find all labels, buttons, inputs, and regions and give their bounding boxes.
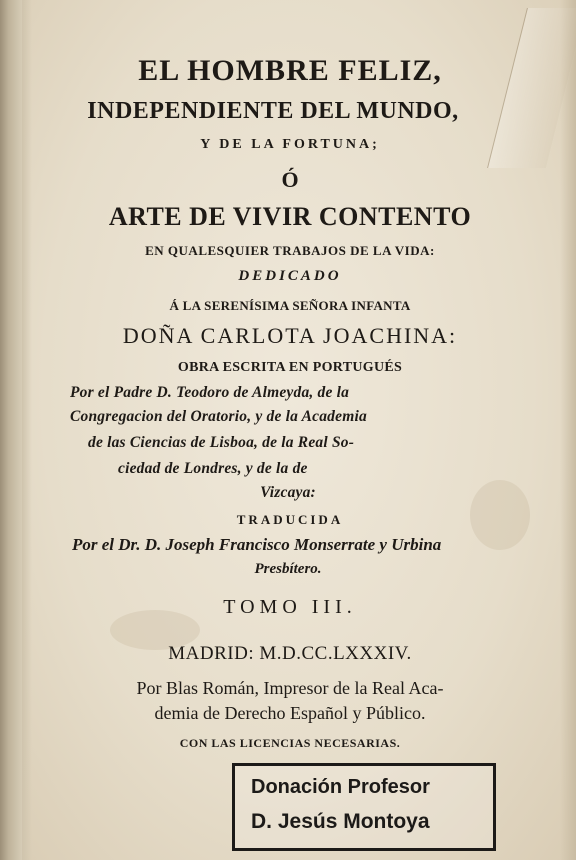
dedication-label: DEDICADO — [238, 268, 342, 284]
author-line-5: Vizcaya: — [260, 484, 316, 501]
author-line-4: ciedad de Londres, y de la de — [118, 460, 308, 477]
printer-line-2: demia de Derecho Español y Público. — [154, 703, 426, 723]
dedicatee-name: DOÑA CARLOTA JOACHINA: — [122, 323, 458, 348]
volume-number: TOMO III. — [223, 596, 357, 618]
author-line-2: Congregacion del Oratorio, y de la Academia — [70, 408, 367, 425]
imprint-place-date: MADRID: M.D.CC.LXXXIV. — [168, 643, 412, 664]
title-line-3: Y DE LA FORTUNA; — [200, 137, 380, 152]
author-line-1: Por el Padre D. Teodoro de Almeyda, de la — [70, 384, 350, 401]
translator-name: Por el Dr. D. Joseph Francisco Monserrate y Urbina — [72, 535, 442, 554]
title-line-1: EL HOMBRE FELIZ, — [138, 54, 442, 87]
translated-label: TRADUCIDA — [236, 512, 344, 527]
subtitle: ARTE DE VIVIR CONTENTO — [108, 202, 472, 231]
translator-role: Presbítero. — [254, 561, 322, 577]
dedication-line: Á LA SERENÍSIMA SEÑORA INFANTA — [169, 298, 411, 313]
title-conjunction: Ó — [281, 167, 299, 192]
page-gutter-shadow — [22, 0, 32, 860]
subtitle-line-2: EN QUALESQUIER TRABAJOS DE LA VIDA: — [145, 243, 435, 258]
page-spine-edge — [0, 0, 22, 860]
printer-line-1: Por Blas Román, Impresor de la Real Aca- — [136, 678, 444, 698]
licenses-line: CON LAS LICENCIAS NECESARIAS. — [179, 736, 401, 750]
original-language-note: OBRA ESCRITA EN PORTUGUÉS — [177, 360, 403, 375]
stamp-line-2: D. Jesús Montoya — [251, 810, 430, 833]
donation-stamp — [232, 763, 496, 851]
page-right-edge — [560, 0, 576, 860]
stamp-line-1: Donación Profesor — [251, 776, 430, 798]
author-line-3: de las Ciencias de Lisboa, de la Real So- — [88, 434, 355, 451]
title-line-2: INDEPENDIENTE DEL MUNDO, — [87, 98, 459, 124]
